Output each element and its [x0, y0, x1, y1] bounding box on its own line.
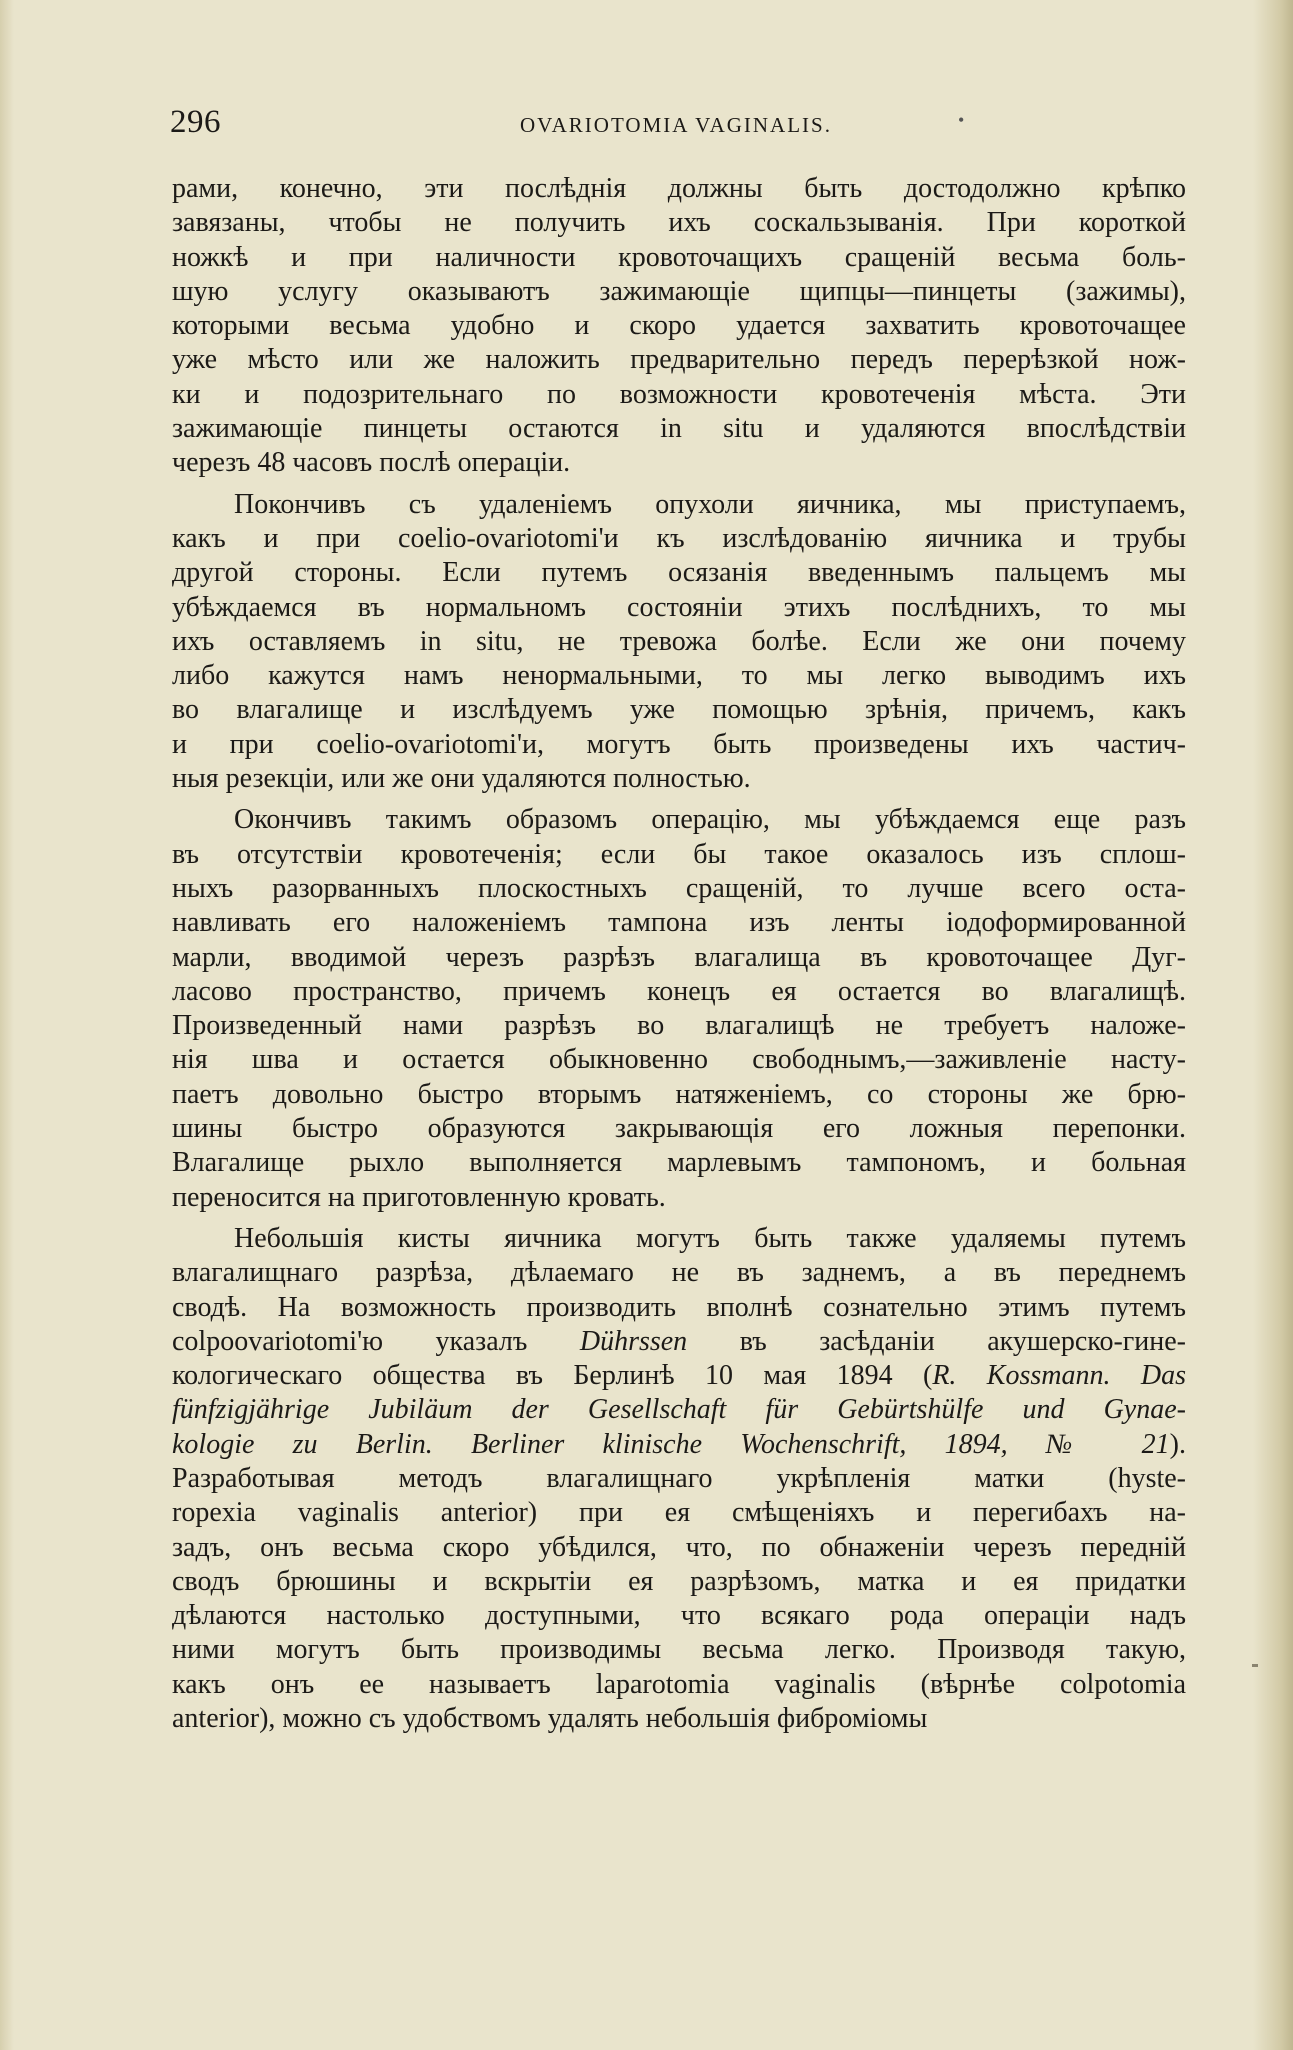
paragraph-gap — [172, 1215, 1186, 1222]
text-line: шую услугу оказываютъ зажимающіе щипцы—пинцеты (зажимы), — [172, 275, 1186, 307]
body-text — [172, 172, 1186, 1736]
text-line: кологическаго общества въ Берлинѣ 10 мая 1894 (R. Kossmann. Das — [172, 1360, 1186, 1392]
text-line: ropexia vaginalis anterior) при ея смѣщеніяхъ и перегибахъ на- — [172, 1497, 1186, 1529]
text-line: шины быстро образуются закрывающія его ложныя перепонки. — [172, 1113, 1186, 1145]
paragraph — [172, 172, 1186, 481]
text-line: въ отсутствіи кровотеченія; если бы такое оказалось изъ сплош- — [172, 838, 1186, 870]
text-line: fünfzigjährige Jubiläum der Gesellschaft für Gebürtshülfe und Gynae- — [172, 1394, 1186, 1426]
text-line: Окончивъ такимъ образомъ операцію, мы убѣждаемся еще разъ — [234, 804, 1186, 836]
page-header — [170, 104, 1190, 144]
text-line: уже мѣсто или же наложить предварительно передъ перерѣзкой нож- — [172, 344, 1186, 376]
text-line: Произведенный нами разрѣзъ во влагалищѣ не требуетъ наложе- — [172, 1010, 1186, 1042]
text-line: kologie zu Berlin. Berliner klinische Wochenschrift, 1894, № 21). — [172, 1428, 1186, 1460]
text-line: Влагалище рыхло выполняется марлевымъ тампономъ, и больная — [172, 1147, 1186, 1179]
text-line: влагалищнаго разрѣза, дѣлаемаго не въ заднемъ, а въ переднемъ — [172, 1257, 1186, 1289]
text-line: anterior), можно съ удобствомъ удалять небольшія фиброміомы — [172, 1703, 928, 1735]
text-line: убѣждаемся въ нормальномъ состояніи этихъ послѣднихъ, то мы — [172, 591, 1186, 623]
text-line: ножкѣ и при наличности кровоточащихъ сращеній весьма боль- — [172, 241, 1186, 273]
paragraph-gap — [172, 796, 1186, 803]
text-line: зажимающіе пинцеты остаются in situ и удаляются впослѣдствіи — [172, 413, 1186, 445]
text-line: паетъ довольно быстро вторымъ натяженіемъ, со стороны же брю- — [172, 1078, 1186, 1110]
text-line: ныя резекціи, или же они удаляются полностью. — [172, 763, 751, 795]
text-line: какъ и при coelio-ovariotomi'и къ изслѣдованію яичника и трубы — [172, 522, 1186, 554]
text-line: ними могутъ быть производимы весьма легко. Производя такую, — [172, 1634, 1186, 1666]
text-line: нія шва и остается обыкновенно свободнымъ,—заживленіе насту- — [172, 1044, 1186, 1076]
text-line: Покончивъ съ удаленіемъ опухоли яичника, мы приступаемъ, — [234, 488, 1186, 520]
paragraph-gap — [172, 481, 1186, 488]
text-line: какъ онъ ее называетъ laparotomia vaginalis (вѣрнѣе colpotomia — [172, 1668, 1186, 1700]
page-edge-left — [0, 0, 14, 2050]
text-line: либо кажутся намъ ненормальными, то мы легко выводимъ ихъ — [172, 660, 1186, 692]
text-line: сводъ брюшины и вскрытіи ея разрѣзомъ, матка и ея придатки — [172, 1565, 1186, 1597]
text-line: ныхъ разорванныхъ плоскостныхъ сращеній, то лучше всего оста- — [172, 872, 1186, 904]
text-line: другой стороны. Если путемъ осязанія введеннымъ пальцемъ мы — [172, 557, 1186, 589]
page-number: 296 — [170, 104, 221, 140]
text-line: и при coelio-ovariotomi'и, могутъ быть произведены ихъ частич- — [172, 728, 1186, 760]
text-line: задъ, онъ весьма скоро убѣдился, что, по обнаженіи черезъ передній — [172, 1531, 1186, 1563]
running-head: OVARIOTOMIA VAGINALIS. — [520, 113, 832, 137]
text-line: навливать его наложеніемъ тампона изъ ленты іодоформированной — [172, 907, 1186, 939]
text-line: colpoovariotomi'ю указалъ Dührssen въ засѣданіи акушерско-гине- — [172, 1325, 1186, 1357]
page-edge-right — [1253, 0, 1293, 2050]
text-line: ласово пространство, причемъ конецъ ея остается во влагалищѣ. — [172, 975, 1186, 1007]
header-mark: • — [958, 110, 965, 130]
text-line: рами, конечно, эти послѣднія должны быть достодолжно крѣпко — [172, 173, 1186, 204]
text-line: дѣлаются настолько доступными, что всякаго рода операціи надъ — [172, 1600, 1186, 1632]
text-line: ихъ оставляемъ in situ, не тревожа болѣе. Если же они почему — [172, 625, 1186, 657]
paragraph — [172, 488, 1186, 797]
text-line: во влагалище и изслѣдуемъ уже помощью зрѣнія, причемъ, какъ — [172, 694, 1186, 726]
text-line: Небольшія кисты яичника могутъ быть также удаляемы путемъ — [234, 1222, 1186, 1254]
text-line: марли, вводимой черезъ разрѣзъ влагалища въ кровоточащее Дуг- — [172, 941, 1186, 973]
text-line: ки и подозрительнаго по возможности кровотеченія мѣста. Эти — [172, 378, 1186, 410]
text-line: переносится на приготовленную кровать. — [172, 1181, 666, 1213]
text-line: сводѣ. На возможность производить вполнѣ сознательно этимъ путемъ — [172, 1291, 1186, 1323]
text-line: завязаны, чтобы не получить ихъ соскальзыванія. При короткой — [172, 207, 1186, 239]
text-line: черезъ 48 часовъ послѣ операціи. — [172, 447, 571, 479]
margin-speck — [1252, 1664, 1258, 1667]
paragraph — [172, 1222, 1186, 1736]
text-line: которыми весьма удобно и скоро удается захватить кровоточащее — [172, 310, 1186, 342]
paragraph — [172, 803, 1186, 1215]
text-line: Разработывая методъ влагалищнаго укрѣпленія матки (hyste- — [172, 1462, 1186, 1494]
